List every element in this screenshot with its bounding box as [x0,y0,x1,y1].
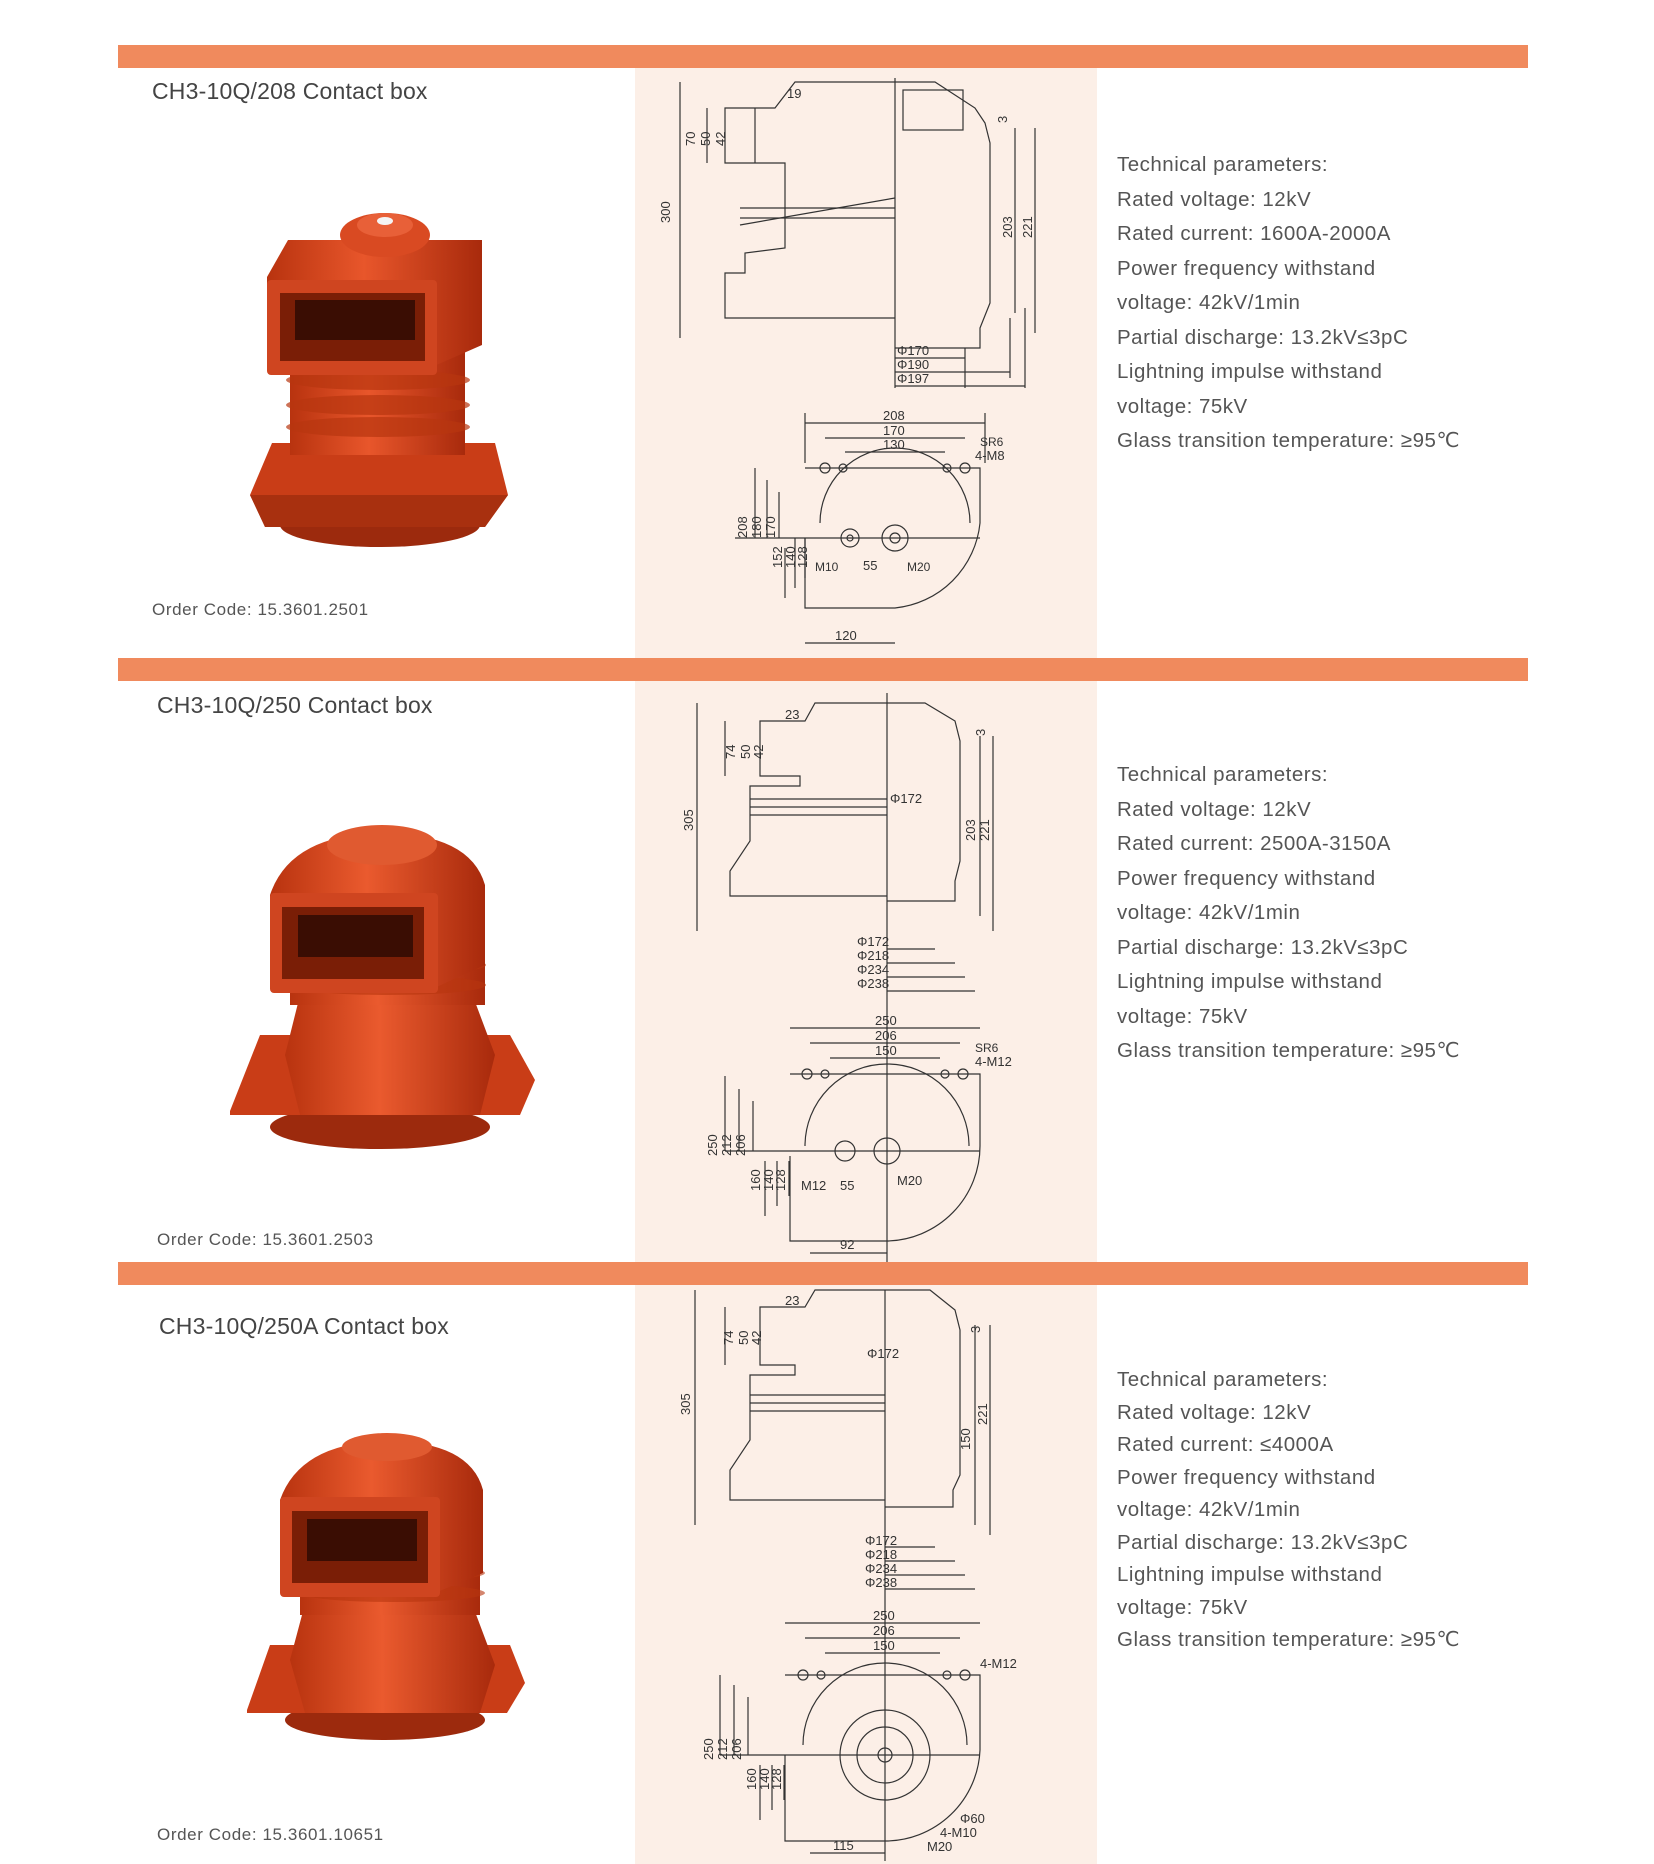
dim-h1: 70 [683,131,698,146]
dim-d1: Φ172 [857,934,890,949]
dim-d2: Φ218 [865,1547,898,1562]
dim-height: 300 [658,201,673,223]
dim-h1: 74 [723,744,738,759]
dim-spacing: 55 [863,558,878,573]
product-title: CH3-10Q/208 Contact box [152,78,428,104]
dim-v3: 170 [763,516,778,538]
dim-h3: 42 [749,1330,764,1345]
dim-w1: 250 [875,1013,897,1028]
order-code: Order Code: 15.3601.2503 [157,1230,374,1249]
dim-v2: 212 [715,1738,730,1760]
dim-m-right: M20 [907,560,931,574]
order-code: Order Code: 15.3601.10651 [157,1825,384,1844]
dim-v6: 128 [769,1768,784,1790]
dim-v4: 160 [744,1768,759,1790]
dim-r150: 150 [958,1428,973,1450]
param-line: Technical parameters: [1117,1368,1329,1391]
param-line: voltage: 75kV [1117,1595,1248,1619]
dim-r221: 221 [977,819,992,841]
dim-m-big: M20 [927,1839,953,1854]
dim-height: 305 [681,809,696,831]
param-line: Partial discharge: 13.2kV≤3pC [1117,935,1409,959]
dim-v6: 128 [773,1169,788,1191]
param-line: Rated current: ≤4000A [1117,1433,1334,1456]
dim-v4: 160 [748,1169,763,1191]
dim-d2: Φ218 [857,948,890,963]
dim-holes: 4-M12 [980,1656,1017,1671]
dim-d2: Φ190 [897,357,930,372]
dim-v1: 208 [735,516,750,538]
dim-r3: 3 [995,115,1010,123]
param-line: Rated voltage: 12kV [1117,1400,1312,1424]
dim-d4: Φ238 [857,976,890,991]
product-title: CH3-10Q/250 Contact box [157,692,433,718]
dim-r3: 3 [973,728,988,736]
dim-w3: 150 [873,1638,895,1653]
section-header-bar [118,1262,1528,1285]
dim-v2: 180 [749,516,764,538]
dim-h2: 50 [736,1330,751,1345]
technical-parameters [1117,1364,1460,1657]
param-line: Lightning impulse withstand [1117,970,1383,993]
param-line: Partial discharge: 13.2kV≤3pC [1117,325,1409,349]
dim-h2: 50 [698,131,713,146]
dim-sr: SR6 [980,435,1004,449]
param-line: Lightning impulse withstand [1117,360,1383,383]
dim-h1: 74 [721,1330,736,1345]
order-code: Order Code: 15.3601.2501 [152,600,369,619]
param-line: Glass transition temperature: ≥95℃ [1117,1039,1460,1062]
dim-w2: 170 [883,423,905,438]
dim-w2: 206 [875,1028,897,1043]
param-line: Rated voltage: 12kV [1117,797,1312,821]
param-line: Glass transition temperature: ≥95℃ [1117,429,1460,452]
dim-d1: Φ170 [897,343,930,358]
dim-v6: 128 [795,546,810,568]
dim-m-left: M10 [815,560,839,574]
param-line: Rated current: 2500A-3150A [1117,832,1391,855]
product-photo [245,1425,535,1745]
dim-d3: Φ234 [857,962,890,977]
dim-w3: 150 [875,1043,897,1058]
dim-sr: SR6 [975,1041,999,1055]
param-line: voltage: 42kV/1min [1117,1498,1301,1521]
dim-v1: 250 [705,1134,720,1156]
dim-bottom: 92 [840,1237,855,1252]
dim-m-left: M12 [801,1178,827,1193]
dim-inner: Φ172 [867,1346,900,1361]
dim-m-right: M20 [897,1173,923,1188]
param-line: Power frequency withstand [1117,866,1376,890]
param-line: voltage: 75kV [1117,1004,1248,1028]
dim-r3: 3 [968,1325,983,1333]
dim-h2: 50 [738,744,753,759]
dim-phi: Φ60 [960,1811,985,1826]
dim-holes: 4-M12 [975,1054,1012,1069]
dim-w2: 206 [873,1623,895,1638]
dim-v1: 250 [701,1738,716,1760]
param-line: Technical parameters: [1117,763,1329,786]
param-line: Partial discharge: 13.2kV≤3pC [1117,1530,1409,1554]
param-line: Power frequency withstand [1117,1465,1376,1489]
dim-bottom: 120 [835,628,857,643]
param-line: Technical parameters: [1117,153,1329,176]
dim-w3: 130 [883,437,905,452]
dim-r203: 203 [1000,216,1015,238]
param-line: Power frequency withstand [1117,256,1376,280]
dim-inner: Φ172 [890,791,923,806]
param-line: voltage: 42kV/1min [1117,901,1301,924]
dim-d3: Φ234 [865,1561,898,1576]
dim-v5: 140 [761,1169,776,1191]
dim-v2: 212 [719,1134,734,1156]
param-line: Rated voltage: 12kV [1117,187,1312,211]
dim-w1: 250 [873,1608,895,1623]
technical-drawing [635,1285,1097,1864]
dim-holes: 4-M8 [975,448,1005,463]
dim-v5: 140 [757,1768,772,1790]
dim-top: 19 [787,86,802,101]
param-line: voltage: 42kV/1min [1117,291,1301,314]
dim-r203: 203 [963,819,978,841]
param-line: Glass transition temperature: ≥95℃ [1117,1628,1460,1651]
param-line: voltage: 75kV [1117,394,1248,418]
param-line: Rated current: 1600A-2000A [1117,222,1391,245]
dim-m-small: 4-M10 [940,1825,977,1840]
dim-r221: 221 [1020,216,1035,238]
dim-v3: 206 [733,1134,748,1156]
dim-d4: Φ238 [865,1575,898,1590]
dim-height: 305 [678,1393,693,1415]
dim-v5: 140 [783,546,798,568]
dim-bottom: 115 [833,1838,854,1853]
dim-v4: 152 [770,546,785,568]
dim-v3: 206 [729,1738,744,1760]
dim-h3: 42 [751,744,766,759]
product-title: CH3-10Q/250A Contact box [159,1313,449,1339]
dim-d1: Φ172 [865,1533,898,1548]
dim-w1: 208 [883,408,905,423]
dim-r221: 221 [975,1403,990,1425]
dim-top: 23 [785,707,800,722]
dim-top: 23 [785,1293,800,1308]
param-line: Lightning impulse withstand [1117,1563,1383,1586]
dim-d3: Φ197 [897,371,930,386]
dim-h3: 42 [713,131,728,146]
dim-spacing: 55 [840,1178,855,1193]
